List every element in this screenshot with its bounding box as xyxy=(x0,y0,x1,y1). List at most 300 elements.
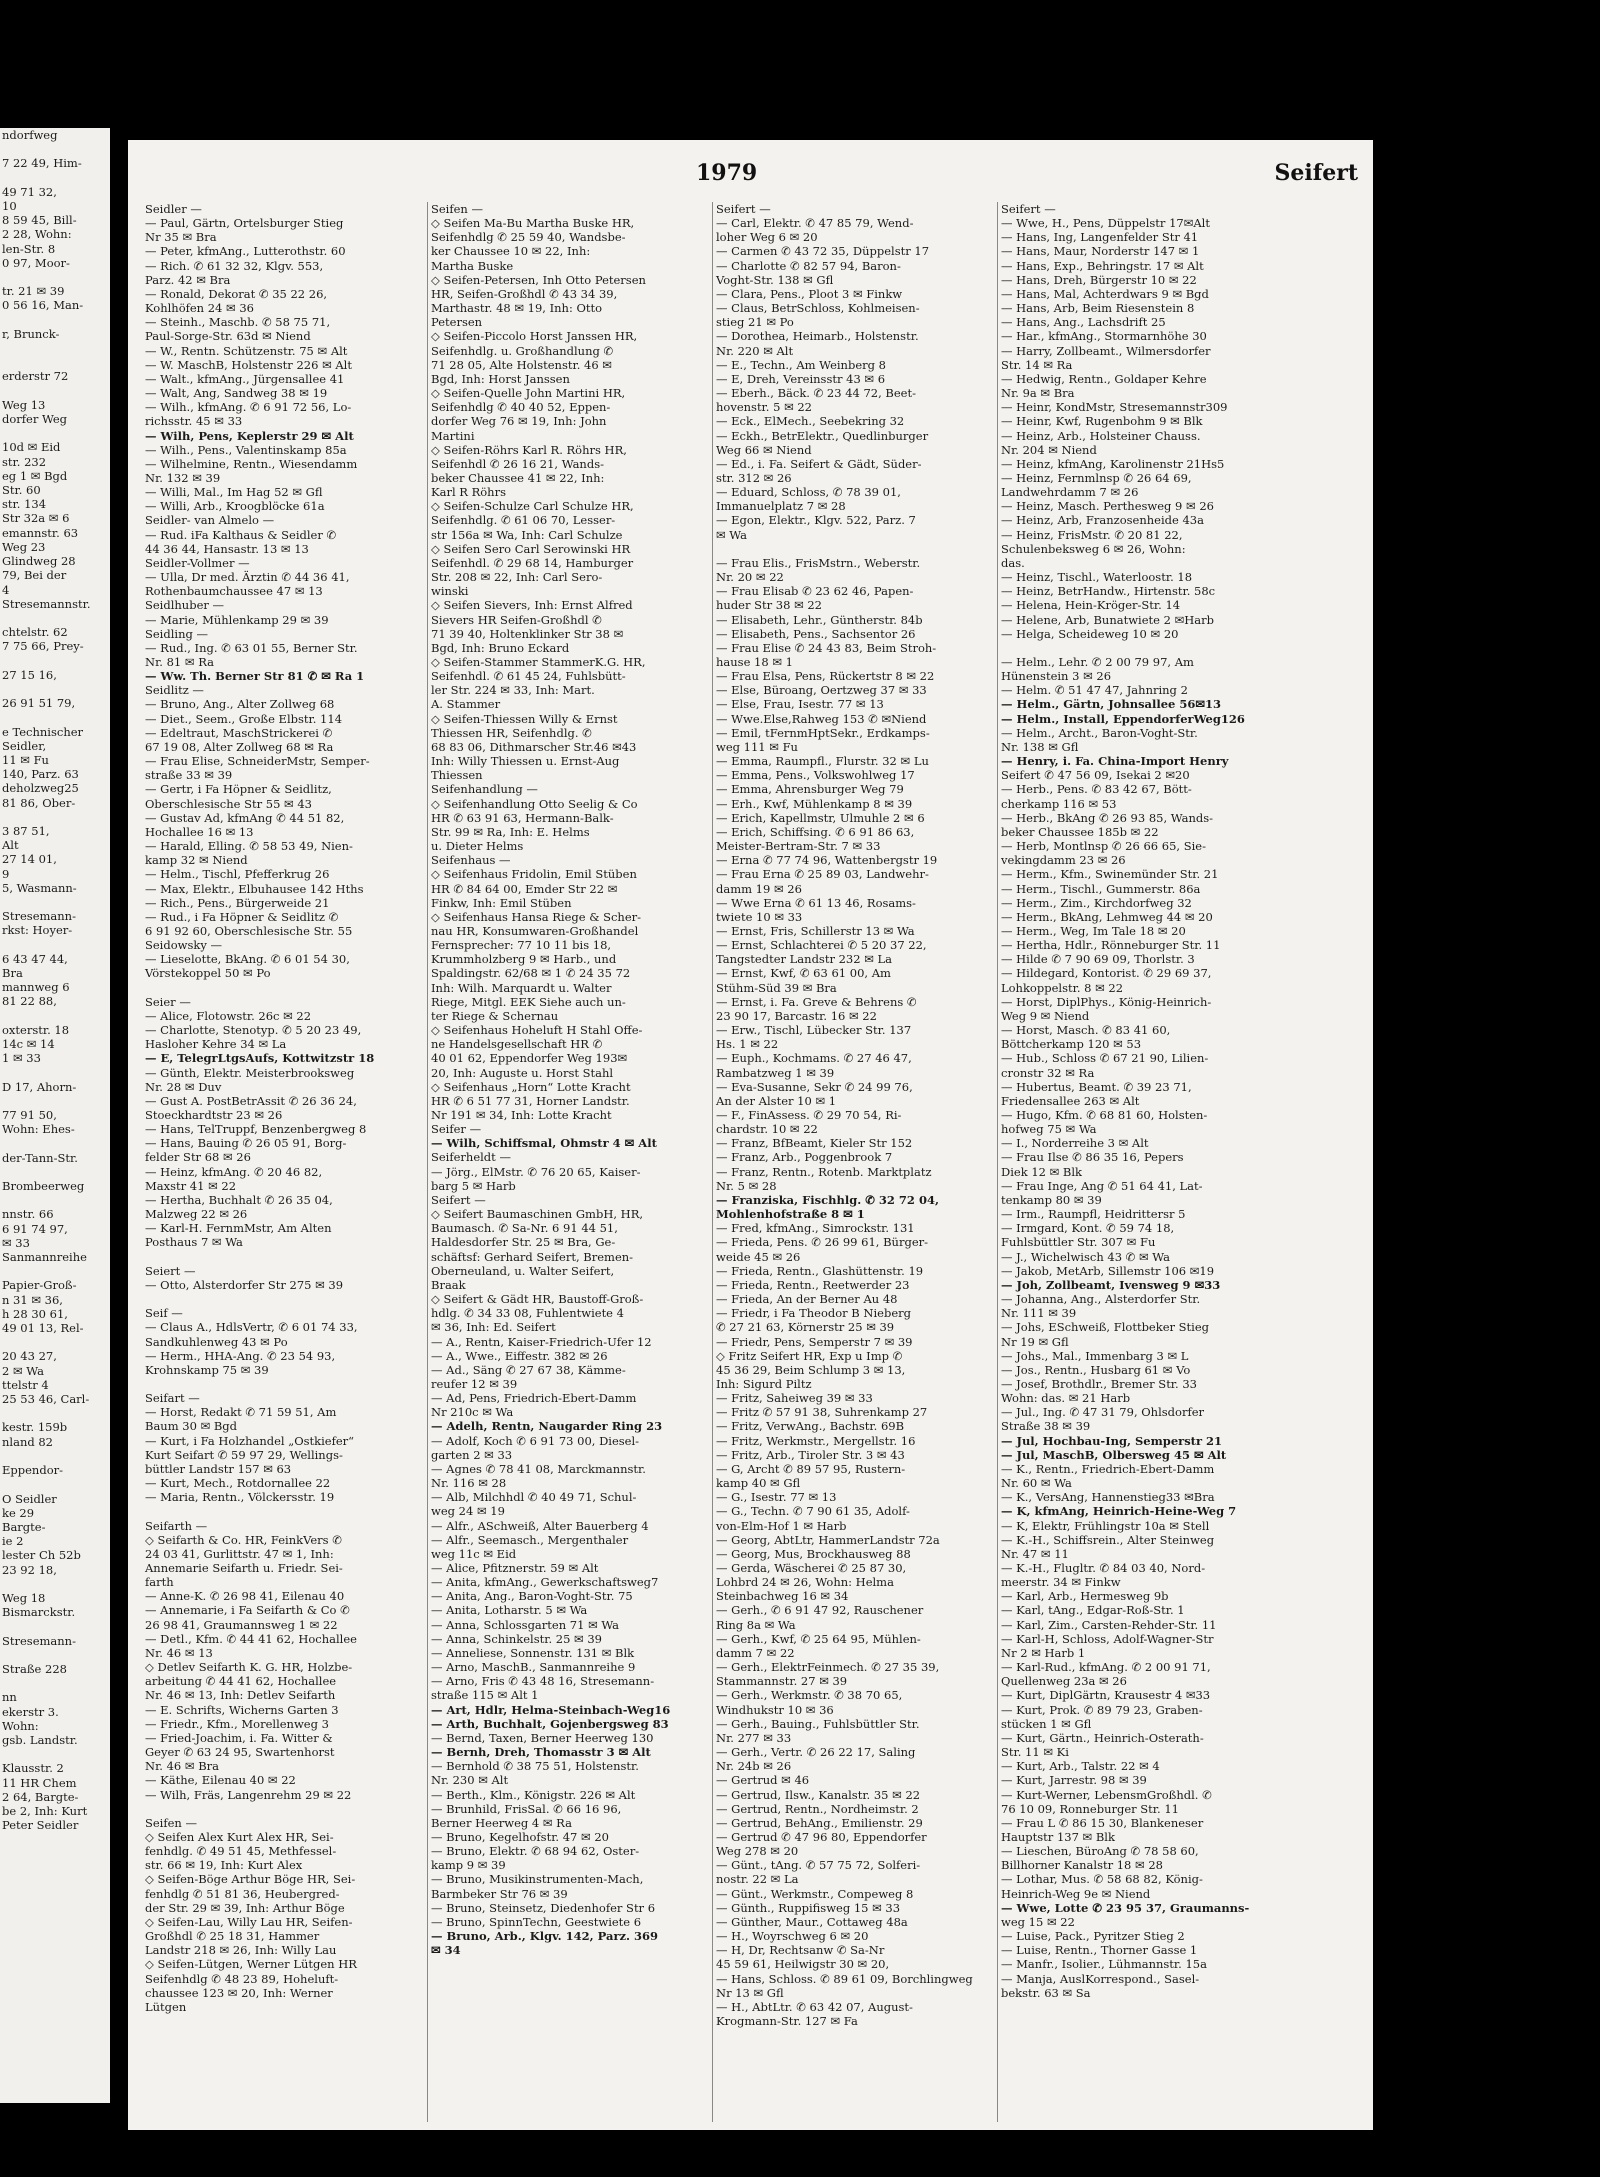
directory-entry-line: — Brunhild, FrisSal. ✆ 66 16 96, xyxy=(431,1801,622,1816)
adjacent-page-line: Glindweg 28 xyxy=(2,554,76,569)
adjacent-page-line xyxy=(0,384,110,398)
directory-entry-line: ne Handelsgesellschaft HR ✆ xyxy=(431,1037,603,1052)
directory-entry-line: — Wilh, Pens, Keplerstr 29 ✉ Alt xyxy=(145,428,354,443)
directory-entry-line: — Helena, Hein-Kröger-Str. 14 xyxy=(1001,598,1181,613)
directory-entry-line: — Horst, Masch. ✆ 83 41 60, xyxy=(1001,1023,1171,1038)
directory-entry-line: HR ✆ 6 51 77 31, Horner Landstr. xyxy=(431,1093,630,1108)
adjacent-page-line: Bismarckstr. xyxy=(2,1605,76,1620)
column-1 xyxy=(142,202,419,2122)
directory-entry-line: Oberschlesische Str 55 ✉ 43 xyxy=(145,796,312,811)
directory-entry-line: Str. 14 ✉ Ra xyxy=(1001,357,1073,372)
directory-entry-line: — Hugo, Kfm. ✆ 68 81 60, Holsten- xyxy=(1001,1108,1208,1122)
directory-entry-line: — Ernst, Fris, Schillerstr 13 ✉ Wa xyxy=(716,923,915,938)
directory-entry-line: Hünenstein 3 ✉ 26 xyxy=(1001,669,1112,684)
directory-entry-line: chaussee 123 ✉ 20, Inh: Werner xyxy=(145,1985,333,2000)
directory-entry-line: fenhdlg ✆ 51 81 36, Heubergred- xyxy=(145,1886,340,1901)
directory-entry-line: — Egon, Elektr., Klgv. 522, Parz. 7 xyxy=(716,513,916,528)
adjacent-page-line xyxy=(0,142,110,156)
directory-entry-line: Weg 278 ✉ 20 xyxy=(716,1844,799,1859)
directory-entry-line: — Erich, Schiffsing. ✆ 6 91 86 63, xyxy=(716,824,915,839)
directory-entry-line: ✉ 34 xyxy=(431,1943,461,1958)
directory-entry-line: — Harald, Elling. ✆ 58 53 49, Nien- xyxy=(145,839,353,854)
adjacent-page-line: D 17, Ahorn- xyxy=(2,1079,77,1094)
directory-entry-line: — Helm., Install, EppendorferWeg126 xyxy=(1001,711,1245,726)
directory-entry-line: ler Str. 224 ✉ 33, Inh: Mart. xyxy=(431,683,595,698)
directory-entry-line: Nr 191 ✉ 34, Inh: Lotte Kracht xyxy=(431,1108,612,1122)
directory-entry-line: Martini xyxy=(431,428,475,443)
directory-entry-line: Nr. 9a ✉ Bra xyxy=(1001,386,1075,401)
directory-entry-line: — Herb., Pens. ✆ 83 42 67, Bött- xyxy=(1001,782,1192,797)
directory-entry-line: — Ernst, i. Fa. Greve & Behrens ✆ xyxy=(716,994,917,1009)
directory-entry-line: farth xyxy=(145,1575,174,1590)
directory-entry-line: weide 45 ✉ 26 xyxy=(716,1249,801,1264)
adjacent-page-line: 4 xyxy=(2,582,10,597)
directory-entry-line: — Arno, MaschB., Sanmannreihe 9 xyxy=(431,1660,636,1675)
directory-entry-line: — Bernhold ✆ 38 75 51, Holstenstr. xyxy=(431,1759,639,1774)
directory-entry-line: — Luise, Pack., Pyritzer Stieg 2 xyxy=(1001,1929,1185,1944)
adjacent-page-line: oxterstr. 18 xyxy=(2,1022,70,1037)
directory-entry-line: Meister-Bertram-Str. 7 ✉ 33 xyxy=(716,839,881,854)
directory-entry-line: Böttcherkamp 120 ✉ 53 xyxy=(1001,1037,1142,1052)
directory-entry-line: — W. MaschB, Holstenstr 226 ✉ Alt xyxy=(145,357,352,372)
column-4 xyxy=(997,202,1275,2122)
directory-entry-line: hofweg 75 ✉ Wa xyxy=(1001,1122,1097,1137)
directory-entry-line: — Gerh., Werkmstr. ✆ 38 70 65, xyxy=(716,1688,903,1703)
directory-entry-line: Seifenhaus — xyxy=(431,853,511,868)
directory-entry-line: Finkw, Inh: Emil Stüben xyxy=(431,895,572,910)
adjacent-page-line xyxy=(0,654,110,668)
directory-entry-line: — Rich., Pens., Bürgerweide 21 xyxy=(145,895,330,910)
adjacent-page-line xyxy=(0,1264,110,1278)
directory-entry-line: Fernsprecher: 77 10 11 bis 18, xyxy=(431,938,612,953)
directory-entry-line: stücken 1 ✉ Gfl xyxy=(1001,1716,1092,1731)
directory-entry-line: Seidlhuber — xyxy=(145,598,225,613)
directory-entry-line: büttler Landstr 157 ✉ 63 xyxy=(145,1461,292,1476)
directory-entry-line: ◇ Seifen Sero Carl Serowinski HR xyxy=(431,541,631,556)
adjacent-page-line xyxy=(0,1619,110,1633)
directory-entry-line: — Johs, ESchweiß, Flottbeker Stieg xyxy=(1001,1320,1210,1335)
directory-entry-line: weg 111 ✉ Fu xyxy=(716,739,798,754)
directory-entry-line: damm 19 ✉ 26 xyxy=(716,881,802,896)
directory-entry-line: — Wilhelmine, Rentn., Wiesendamm xyxy=(145,456,358,471)
directory-entry-line: Lohkoppelstr. 8 ✉ 22 xyxy=(1001,980,1124,995)
adjacent-page-line: Weg 13 xyxy=(2,397,46,412)
directory-entry-line: — Eva-Susanne, Sekr ✆ 24 99 76, xyxy=(716,1079,913,1094)
directory-entry-line: — Bruno, Arb., Klgv. 142, Parz. 369 xyxy=(431,1929,659,1944)
directory-entry-line: damm 7 ✉ 22 xyxy=(716,1645,795,1660)
adjacent-page-line: nland 82 xyxy=(2,1434,53,1449)
directory-entry-line: fenhdlg. ✆ 49 51 45, Methfessel- xyxy=(145,1844,337,1859)
directory-entry-line: — Fritz, Saheiweg 39 ✉ 33 xyxy=(716,1391,873,1406)
directory-entry-line: schäftsf: Gerhard Seifert, Bremen- xyxy=(431,1249,634,1264)
directory-entry-line: — Manja, AuslKorrespond., Sasel- xyxy=(1001,1971,1200,1986)
directory-entry-line: Marthastr. 48 ✉ 19, Inh: Otto xyxy=(431,301,603,316)
directory-entry-line: — Anna, Schlossgarten 71 ✉ Wa xyxy=(431,1617,620,1632)
directory-entry-line: — Hans, Bauing ✆ 26 05 91, Borg- xyxy=(145,1136,347,1151)
directory-entry-line: ter Riege & Schernau xyxy=(431,1008,559,1023)
directory-entry-line: — Peter, kfmAng., Lutterothstr. 60 xyxy=(145,244,346,259)
directory-entry-line: Sievers HR Seifen-Großhdl ✆ xyxy=(431,612,602,627)
directory-entry-line: ✉ Wa xyxy=(716,527,747,542)
directory-entry-line: ◇ Seifen Alex Kurt Alex HR, Sei- xyxy=(145,1829,334,1844)
directory-entry-line: ◇ Seifenhaus „Horn“ Lotte Kracht xyxy=(431,1079,631,1094)
directory-entry-line: Seiferheldt — xyxy=(431,1150,511,1165)
directory-entry-line: Großhdl ✆ 25 18 31, Hammer xyxy=(145,1929,320,1944)
adjacent-page-line xyxy=(0,426,110,440)
directory-entry-line xyxy=(142,1504,419,1518)
adjacent-page-line xyxy=(0,270,110,284)
adjacent-page-line: rkst: Hoyer- xyxy=(2,923,73,938)
directory-entry-line: Hochallee 16 ✉ 13 xyxy=(145,824,254,839)
adjacent-page-line: ekerstr 3. xyxy=(2,1704,59,1719)
directory-entry-line: garten 2 ✉ 33 xyxy=(431,1447,513,1462)
directory-entry-line: ◇ Seifarth & Co. HR, FeinkVers ✆ xyxy=(145,1532,342,1547)
directory-entry-line: str 156a ✉ Wa, Inh: Carl Schulze xyxy=(431,527,623,542)
adjacent-page-line: 81 86, Ober- xyxy=(2,795,76,810)
directory-entry-line: — H, Dr, Rechtsanw ✆ Sa-Nr xyxy=(716,1943,885,1958)
directory-entry-line: hovenstr. 5 ✉ 22 xyxy=(716,400,813,415)
directory-entry-line: — Alice, Pfitznerstr. 59 ✉ Alt xyxy=(431,1561,599,1575)
directory-entry-line: Nr. 46 ✉ 13 xyxy=(145,1645,213,1660)
directory-entry-line: Maxstr 41 ✉ 22 xyxy=(145,1178,237,1193)
directory-entry-line: — Clara, Pens., Ploot 3 ✉ Finkw xyxy=(716,286,903,301)
adjacent-page-line: Str 32a ✉ 6 xyxy=(2,511,70,526)
directory-entry-line: Barmbeker Str 76 ✉ 39 xyxy=(431,1886,568,1901)
directory-entry-line: 71 28 05, Alte Holstenstr. 46 ✉ xyxy=(431,357,612,372)
directory-entry-line: — Friedr, Pens, Semperstr 7 ✉ 39 xyxy=(716,1334,913,1349)
directory-entry-line: — Rud., Ing. ✆ 63 01 55, Berner Str. xyxy=(145,640,358,655)
directory-entry-line: — Frieda, Rentn., Reetwerder 23 xyxy=(716,1277,910,1292)
directory-entry-line: meerstr. 34 ✉ Finkw xyxy=(1001,1575,1121,1590)
directory-entry-line: — Edeltraut, MaschStrickerei ✆ xyxy=(145,725,333,740)
directory-entry-line: Straße 38 ✉ 39 xyxy=(1001,1419,1091,1434)
directory-entry-line: — Helga, Scheideweg 10 ✉ 20 xyxy=(1001,626,1179,641)
directory-entry-line: u. Dieter Helms xyxy=(431,839,524,854)
directory-entry-line: Landstr 218 ✉ 26, Inh: Willy Lau xyxy=(145,1943,337,1958)
directory-entry-line: — Georg, AbtLtr, HammerLandstr 72a xyxy=(716,1532,940,1547)
directory-entry-line: Seifert ✆ 47 56 09, Isekai 2 ✉20 xyxy=(1001,768,1190,783)
adjacent-page-line: Sanmannreihe xyxy=(2,1250,87,1265)
directory-entry-line: — Hans, Ang., Lachsdrift 25 xyxy=(1001,315,1166,330)
directory-entry-line: — Kurt, Prok. ✆ 89 79 23, Graben- xyxy=(1001,1702,1203,1717)
directory-entry-line: straße 33 ✉ 39 xyxy=(145,768,233,783)
directory-entry-line: — Diet., Seem., Große Elbstr. 114 xyxy=(145,711,343,726)
directory-entry-line: ◇ Seifen-Lau, Willy Lau HR, Seifen- xyxy=(145,1914,353,1929)
directory-entry-line: — Heinr, Kwf, Rugenbohm 9 ✉ Blk xyxy=(1001,414,1203,429)
directory-entry-line: — Helm., Gärtn, Johnsallee 56✉13 xyxy=(1001,697,1222,712)
adjacent-page-line: 10 xyxy=(2,199,17,214)
directory-entry-line: — Carmen ✆ 43 72 35, Düppelstr 17 xyxy=(716,244,930,259)
directory-entry-line: — Herm., Zim., Kirchdorfweg 32 xyxy=(1001,895,1192,910)
directory-entry-line: — Fried-Joachim, i. Fa. Witter & xyxy=(145,1730,333,1745)
directory-entry-line: — W., Rentn. Schützenstr. 75 ✉ Alt xyxy=(145,343,348,358)
directory-entry-line: — Elisabeth, Lehr., Güntherstr. 84b xyxy=(716,612,923,627)
directory-entry-line: — Henry, i. Fa. China-Import Henry xyxy=(1001,754,1229,769)
directory-entry-line: — Ad, Pens, Friedrich-Ebert-Damm xyxy=(431,1391,637,1406)
directory-entry-line: kamp 40 ✉ Gfl xyxy=(716,1476,801,1491)
directory-entry-line: 45 36 29, Beim Schlump 3 ✉ 13, xyxy=(716,1362,906,1377)
directory-entry-line: reufer 12 ✉ 39 xyxy=(431,1376,518,1391)
directory-entry-line: — Josef, Brothdlr., Bremer Str. 33 xyxy=(1001,1376,1197,1391)
directory-entry-line: — Hildegard, Kontorist. ✆ 29 69 37, xyxy=(1001,966,1212,981)
directory-entry-line: stieg 21 ✉ Po xyxy=(716,315,794,330)
directory-entry-line: Nr. 111 ✉ 39 xyxy=(1001,1306,1077,1321)
directory-entry-line: Nr. 20 ✉ 22 xyxy=(716,570,784,585)
directory-entry-line: Nr. 116 ✉ 28 xyxy=(431,1476,507,1491)
adjacent-page-line: 11 HR Chem xyxy=(2,1775,77,1790)
directory-entry-line: — Günther, Maur., Cottaweg 48a xyxy=(716,1914,908,1929)
adjacent-page-line: n 31 ✉ 36, xyxy=(2,1292,63,1307)
directory-entry-line: — Gerh., ✆ 6 91 47 92, Rauschener xyxy=(716,1603,924,1618)
directory-entry-line: Nr. 220 ✉ Alt xyxy=(716,343,794,358)
directory-entry-line: — Hans, TelTruppf, Benzenbergweg 8 xyxy=(145,1122,367,1137)
adjacent-page-line xyxy=(0,171,110,185)
directory-entry-line: Heinrich-Weg 9e ✉ Niend xyxy=(1001,1886,1151,1901)
directory-entry-line: Seidler-Vollmer — xyxy=(145,555,250,570)
directory-entry-line: — Emil, tFernmHptSekr., Erdkamps- xyxy=(716,725,930,740)
directory-entry-line: — Euph., Kochmams. ✆ 27 46 47, xyxy=(716,1051,912,1066)
directory-entry-line: — Friedr, i Fa Theodor B Nieberg xyxy=(716,1306,911,1321)
adjacent-page-line: h 28 30 61, xyxy=(2,1306,68,1321)
directory-entry-line: — Heinz, FrisMstr. ✆ 20 81 22, xyxy=(1001,527,1183,542)
directory-entry-line: — Gerh., ElektrFeinmech. ✆ 27 35 39, xyxy=(716,1660,940,1675)
directory-entry-line: — Gust A. PostBetrAssit ✆ 26 36 24, xyxy=(145,1093,357,1108)
directory-entry-line: Paul-Sorge-Str. 63d ✉ Niend xyxy=(145,329,311,344)
directory-entry-line: Seifenhdlg ✆ 25 59 40, Wandsbe- xyxy=(431,230,626,245)
adjacent-page-line: ke 29 xyxy=(2,1505,35,1520)
directory-entry-line: — K.-H., Schiffsrein., Alter Steinweg xyxy=(1001,1532,1215,1547)
directory-entry-line: Hauptstr 137 ✉ Blk xyxy=(1001,1829,1115,1844)
directory-entry-line: — Heinz, Fernmlnsp ✆ 26 64 69, xyxy=(1001,470,1192,485)
directory-entry-line: — Hans, Schloss. ✆ 89 61 09, Borchlingweg xyxy=(716,1971,973,1986)
directory-entry-line: HR, Seifen-Großhdl ✆ 43 34 39, xyxy=(431,286,618,301)
directory-entry-line xyxy=(998,641,1275,655)
directory-entry-line: — Karl-Rud., kfmAng. ✆ 2 00 91 71, xyxy=(1001,1660,1211,1675)
directory-entry-line: Kohlhöfen 24 ✉ 36 xyxy=(145,301,254,316)
directory-entry-line: — Anita, kfmAng., Gewerkschaftsweg7 xyxy=(431,1575,659,1590)
directory-entry-line: — Herb., BkAng ✆ 26 93 85, Wands- xyxy=(1001,810,1214,825)
directory-entry-line: beker Chaussee 41 ✉ 22, Inh: xyxy=(431,470,605,485)
directory-entry-line: 23 90 17, Barcastr. 16 ✉ 22 xyxy=(716,1008,877,1023)
directory-entry-line: Weg 66 ✉ Niend xyxy=(716,442,812,457)
adjacent-page-line: str. 232 xyxy=(2,454,47,469)
directory-entry-line: — Hedwig, Rentn., Goldaper Kehre xyxy=(1001,371,1207,386)
directory-entry-line: — Bernh, Dreh, Thomasstr 3 ✉ Alt xyxy=(431,1745,651,1760)
directory-entry-line: — Ed., i. Fa. Seifert & Gädt, Süder- xyxy=(716,456,922,471)
directory-entry-line: — Heinr, KondMstr, Stresemannstr309 xyxy=(1001,400,1228,415)
directory-entry-line: — Gerda, Wäscherei ✆ 25 87 30, xyxy=(716,1561,907,1575)
adjacent-page-line: emannstr. 63 xyxy=(2,525,79,540)
directory-entry-line: Schulenbeksweg 6 ✉ 26, Wohn: xyxy=(1001,541,1186,556)
adjacent-page-line xyxy=(0,1136,110,1150)
directory-entry-line: ✉ 36, Inh: Ed. Seifert xyxy=(431,1320,556,1335)
directory-entry-line: — Frieda, Rentn., Glashüttenstr. 19 xyxy=(716,1263,924,1278)
directory-entry-line: — Walt, Ang, Sandweg 38 ✉ 19 xyxy=(145,386,328,401)
adjacent-page-line: ndorfweg xyxy=(2,128,58,142)
directory-entry-line: Martha Buske xyxy=(431,258,514,273)
adjacent-page-line: Papier-Groß- xyxy=(2,1278,77,1293)
directory-entry-line: — Karl, Zim., Carsten-Rehder-Str. 11 xyxy=(1001,1617,1217,1632)
directory-entry-line: — Frau Elsa, Pens, Rückertstr 8 ✉ 22 xyxy=(716,669,935,684)
adjacent-page-line: Bargte- xyxy=(2,1519,46,1534)
directory-entry-line: — Maria, Rentn., Völckersstr. 19 xyxy=(145,1490,335,1505)
directory-entry-line: straße 115 ✉ Alt 1 xyxy=(431,1688,539,1703)
directory-entry-line: — Kurt, Jarrestr. 98 ✉ 39 xyxy=(1001,1773,1147,1788)
directory-entry-line: — Franziska, Fischhlg. ✆ 32 72 04, xyxy=(716,1192,939,1207)
directory-entry-line: Oberneuland, u. Walter Seifert, xyxy=(431,1263,615,1278)
directory-entry-line: arbeitung ✆ 44 41 62, Hochallee xyxy=(145,1674,337,1689)
directory-entry-line: 6 91 92 60, Oberschlesische Str. 55 xyxy=(145,923,353,938)
directory-entry-line: ◇ Seifen-Röhrs Karl R. Röhrs HR, xyxy=(431,442,627,457)
adjacent-page-line xyxy=(0,1406,110,1420)
adjacent-page-line: Straße 228 xyxy=(2,1661,67,1676)
directory-entry-line: — G., Techn. ✆ 7 90 61 35, Adolf- xyxy=(716,1504,910,1519)
adjacent-page-line xyxy=(0,1335,110,1349)
directory-entry-line: — Johanna, Ang., Alsterdorfer Str. xyxy=(1001,1292,1201,1307)
directory-entry-line: Seiert — xyxy=(145,1263,196,1278)
adjacent-page-line: kestr. 159b xyxy=(2,1420,68,1435)
directory-entry-line: — Wwe, H., Pens, Düppelstr 17✉Alt xyxy=(1001,216,1210,231)
adjacent-page-line xyxy=(0,1747,110,1761)
adjacent-page-line: Klausstr. 2 xyxy=(2,1761,64,1776)
directory-entry-line: — Jul, MaschB, Olbersweg 45 ✉ Alt xyxy=(1001,1447,1227,1462)
directory-entry-line: ◇ Seifen-Stammer StammerK.G. HR, xyxy=(431,655,646,669)
directory-entry-line: Windhukstr 10 ✉ 36 xyxy=(716,1702,834,1717)
adjacent-page-line: 2 28, Wohn: xyxy=(2,227,72,242)
directory-entry-line: — Lieschen, BüroAng ✆ 78 58 60, xyxy=(1001,1844,1199,1859)
directory-entry-line: Krummholzberg 9 ✉ Harb., und xyxy=(431,952,617,967)
directory-entry-line: — Gustav Ad, kfmAng ✆ 44 51 82, xyxy=(145,810,345,825)
adjacent-page-line xyxy=(0,313,110,327)
adjacent-page-line: 3 87 51, xyxy=(2,823,50,838)
directory-entry-line: Thiessen HR, Seifenhdlg. ✆ xyxy=(431,725,592,740)
directory-entry-line: Nr. 138 ✉ Gfl xyxy=(1001,739,1079,754)
directory-entry-line: Seifenhdlg ✆ 48 23 89, Hoheluft- xyxy=(145,1971,339,1986)
directory-entry-line: Spaldingstr. 62/68 ✉ 1 ✆ 24 35 72 xyxy=(431,966,631,981)
directory-entry-line: Weg 9 ✉ Niend xyxy=(1001,1008,1090,1023)
directory-entry-line: — Irm., Raumpfl, Heidrittersr 5 xyxy=(1001,1207,1186,1222)
adjacent-page-line xyxy=(0,341,110,355)
adjacent-page-line: 11 ✉ Fu xyxy=(2,752,49,767)
directory-entry-line: — Jul., Ing. ✆ 47 31 79, Ohlsdorfer xyxy=(1001,1405,1205,1420)
directory-entry-line: — Anne-K. ✆ 26 98 41, Eilenau 40 xyxy=(145,1589,345,1604)
adjacent-page-line: 20 43 27, xyxy=(2,1349,57,1364)
directory-entry-line: — Ernst, Kwf, ✆ 63 61 00, Am xyxy=(716,966,891,981)
directory-entry-line: — Jakob, MetArb, Sillemstr 106 ✉19 xyxy=(1001,1263,1215,1278)
directory-entry-line: — Heinz, kfmAng. ✆ 20 46 82, xyxy=(145,1164,323,1179)
directory-entry-line: Nr. 230 ✉ Alt xyxy=(431,1773,509,1788)
directory-page xyxy=(128,140,1373,2130)
directory-entry-line: — Willi, Mal., Im Hag 52 ✉ Gfl xyxy=(145,485,323,500)
directory-entry-line: — K, kfmAng, Heinrich-Heine-Weg 7 xyxy=(1001,1504,1237,1519)
directory-entry-line: — K., VersAng, Hannenstieg33 ✉Bra xyxy=(1001,1490,1215,1505)
directory-entry-line: ◇ Seifen-Thiessen Willy & Ernst xyxy=(431,711,618,726)
directory-entry-line: Seier — xyxy=(145,994,191,1009)
directory-entry-line: — Helm., Tischl, Pfefferkrug 26 xyxy=(145,867,330,882)
directory-entry-line: Nr 35 ✉ Bra xyxy=(145,230,217,245)
directory-entry-line: — Claus A., HdlsVertr, ✆ 6 01 74 33, xyxy=(145,1320,358,1335)
directory-entry-line: — Günth, Elektr. Meisterbrooksweg xyxy=(145,1065,355,1080)
running-head: Seifert xyxy=(1274,160,1358,186)
directory-entry-line: Nr. 132 ✉ 39 xyxy=(145,470,221,485)
directory-entry-line: — Wwe.Else,Rahweg 153 ✆ ✉Niend xyxy=(716,711,927,726)
adjacent-page-line: 0 56 16, Man- xyxy=(2,298,84,313)
directory-entry-line: Stoeckhardtstr 23 ✉ 26 xyxy=(145,1108,283,1122)
directory-entry-line: Seifenhdl. ✆ 29 68 14, Hamburger xyxy=(431,555,634,570)
adjacent-page-line xyxy=(0,710,110,724)
directory-entry-line: — Kurt, i Fa Holzhandel „Ostkiefer“ xyxy=(145,1433,355,1448)
directory-entry-line: Nr 210c ✉ Wa xyxy=(431,1405,514,1420)
adjacent-page-line: Weg 18 xyxy=(2,1590,46,1605)
directory-entry-line: Seifart — xyxy=(145,1391,200,1406)
adjacent-page-line: be 2, Inh: Kurt xyxy=(2,1803,88,1818)
directory-entry-line: Braak xyxy=(431,1277,466,1292)
directory-entry-line: winski xyxy=(431,584,469,599)
directory-entry-line: — Bruno, Musikinstrumenten-Mach, xyxy=(431,1872,644,1887)
directory-entry-line: — Wilh, Schiffsmal, Ohmstr 4 ✉ Alt xyxy=(431,1136,657,1151)
directory-entry-line: — Heinz, BetrHandw., Hirtenstr. 58c xyxy=(1001,584,1216,599)
directory-entry-line: — Hubertus, Beamt. ✆ 39 23 71, xyxy=(1001,1079,1192,1094)
directory-entry-line: — I., Norderreihe 3 ✉ Alt xyxy=(1001,1136,1149,1151)
directory-entry-line: kamp 9 ✉ 39 xyxy=(431,1858,506,1873)
directory-entry-line: Nr. 5 ✉ 28 xyxy=(716,1178,777,1193)
adjacent-page-line: Peter Seidler xyxy=(2,1818,79,1833)
directory-entry-line: — Alice, Flotowstr. 26c ✉ 22 xyxy=(145,1008,312,1023)
directory-entry-line: Friedensallee 263 ✉ Alt xyxy=(1001,1093,1140,1108)
directory-entry-line: — Otto, Alsterdorfer Str 275 ✉ 39 xyxy=(145,1277,344,1292)
adjacent-page-line: 23 92 18, xyxy=(2,1562,57,1577)
directory-entry-line: — Fritz, VerwAng., Bachstr. 69B xyxy=(716,1419,905,1434)
directory-entry-line: Stammannstr. 27 ✉ 39 xyxy=(716,1674,848,1689)
directory-entry-line: — Frieda, An der Berner Au 48 xyxy=(716,1292,898,1307)
directory-entry-line: — Frau Elis., FrisMstrn., Weberstr. xyxy=(716,555,921,570)
directory-entry-line: — Herm., Tischl., Gummerstr. 86a xyxy=(1001,881,1201,896)
directory-entry-line: Seidler- van Almelo — xyxy=(145,513,275,528)
adjacent-page-line: Stresemann- xyxy=(2,1633,76,1648)
directory-entry-line: von-Elm-Hof 1 ✉ Harb xyxy=(716,1518,847,1533)
adjacent-page-line: Brombeerweg xyxy=(2,1179,85,1194)
directory-entry-line: — Bruno, Ang., Alter Zollweg 68 xyxy=(145,697,335,712)
directory-entry-line: — Helm., Archt., Baron-Voght-Str. xyxy=(1001,725,1198,740)
directory-entry-line: — Bernd, Taxen, Berner Heerweg 130 xyxy=(431,1730,654,1745)
adjacent-page-line: 2 ✉ Wa xyxy=(2,1363,44,1378)
directory-entry-line: — Emma, Pens., Volkswohlweg 17 xyxy=(716,768,915,783)
adjacent-page-line: lester Ch 52b xyxy=(2,1548,81,1563)
adjacent-page-line: Wohn: xyxy=(2,1718,39,1733)
directory-entry-line: Ring 8a ✉ Wa xyxy=(716,1617,796,1632)
directory-entry-line: — Frau Elisab ✆ 23 62 46, Papen- xyxy=(716,584,914,599)
directory-entry-line: 44 36 44, Hansastr. 13 ✉ 13 xyxy=(145,541,309,556)
adjacent-page-line: nn xyxy=(2,1690,17,1705)
directory-entry-line: 67 19 08, Alter Zollweg 68 ✉ Ra xyxy=(145,739,334,754)
adjacent-page-line: Eppendor- xyxy=(2,1463,63,1478)
adjacent-page-line xyxy=(0,1165,110,1179)
directory-entry-line: — Joh, Zollbeamt, Ivensweg 9 ✉33 xyxy=(1001,1277,1221,1292)
adjacent-page-line: 81 22 88, xyxy=(2,994,57,1009)
adjacent-page-line: 10d ✉ Eid xyxy=(2,440,61,455)
directory-entry-line: — Paul, Gärtn, Ortelsburger Stieg xyxy=(145,216,344,231)
directory-entry-line: — Kurt, Arb., Talstr. 22 ✉ 4 xyxy=(1001,1759,1160,1774)
directory-entry-line: 40 01 62, Eppendorfer Weg 193✉ xyxy=(431,1051,628,1066)
directory-entry-line: str. 66 ✉ 19, Inh: Kurt Alex xyxy=(145,1858,303,1873)
directory-entry-line: — Frau Elise, SchneiderMstr, Semper- xyxy=(145,754,370,769)
adjacent-page-line: O Seidler xyxy=(2,1491,57,1506)
directory-entry-line: ◇ Seifen Ma-Bu Martha Buske HR, xyxy=(431,216,635,231)
directory-entry-line: Seifer — xyxy=(431,1122,482,1137)
directory-entry-line: Seidler — xyxy=(145,202,202,216)
directory-entry-line: Seidlitz — xyxy=(145,683,204,698)
adjacent-page-line: 0 97, Moor- xyxy=(2,255,70,270)
